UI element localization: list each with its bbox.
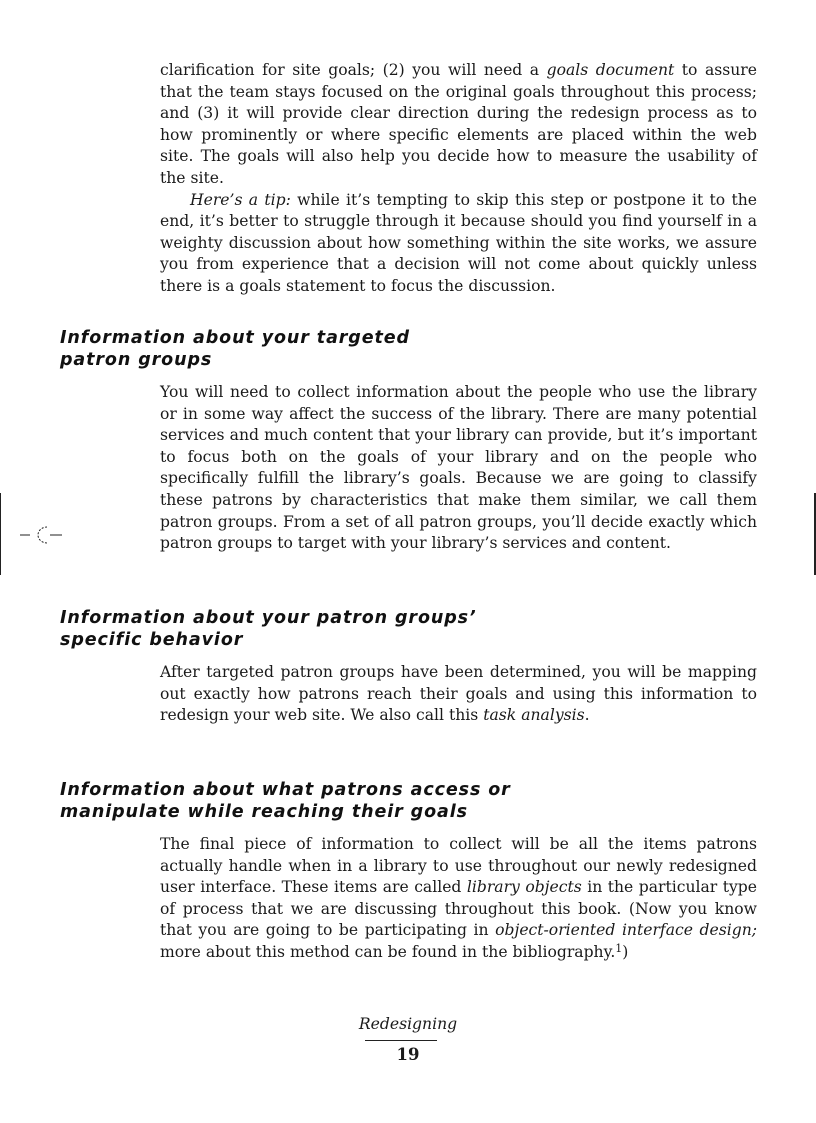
heading-line: Information about your patron groups’ <box>60 608 477 628</box>
running-footer-title: Redesigning <box>358 1015 458 1033</box>
body-paragraph <box>160 662 757 727</box>
emphasis: library objects <box>466 878 582 897</box>
text-run: . <box>584 706 590 725</box>
page-number: 19 <box>396 1045 420 1064</box>
text-run: to assure that the team stays focused on the original goals throughout this process; and (3) it will provide clear direction during the redesign process as to how prominently or where specific elements are placed within the web site. The goals will also help you decide how to measure the usability of the site. <box>160 61 757 187</box>
heading-line: manipulate while reaching their goals <box>60 801 468 822</box>
heading-line: specific behavior <box>60 629 244 650</box>
section-body-patron-behavior <box>160 662 757 727</box>
footnote-marker: 1 <box>615 941 623 955</box>
section-body-targeted-patron-groups <box>160 382 757 555</box>
intro-text <box>160 60 757 298</box>
footer-rule <box>365 1040 437 1041</box>
emphasis: goals document <box>546 61 675 79</box>
section-heading-patron-behavior <box>60 608 477 651</box>
intro-paragraph <box>160 60 757 190</box>
crop-mark-right <box>814 493 816 575</box>
heading-line: Information about what patrons access or <box>60 780 511 800</box>
tip-paragraph <box>160 190 757 298</box>
text-run: clarification for site goals; (2) you will need a <box>160 61 547 79</box>
tip-label: Here’s a tip: <box>190 190 291 209</box>
text-run: After targeted patron groups have been determined, you will be mapping out exactly how patrons reach their goals and using this information to redesign your web site. We also call this <box>160 663 757 725</box>
crop-mark-left <box>0 493 1 575</box>
text-run: in the particular type of process that we are discussing throughout this book. (Now you know that you are going to be participating in <box>160 878 757 940</box>
text-run: ) <box>622 942 629 961</box>
body-paragraph: You will need to collect information about the people who use the library or in some way affect the success of the library. There are many potential services and much content that your library can provide, but it’s important to focus both on the goals of your library and on the people who specifically fulfill the library’s goals. Because we are going to classify these patrons by characteristics that make them similar, we call them patron groups. From a set of all patron groups, you’ll decide exactly which patron groups to target with your library’s services and content. <box>160 383 757 553</box>
heading-line: Information about your targeted <box>60 328 410 348</box>
heading-line: patron groups <box>60 349 213 370</box>
section-heading-targeted-patron-groups <box>60 328 410 371</box>
section-heading-library-objects <box>60 780 511 823</box>
text-run: The final piece of information to collect will be all the items patrons actually handle when in a library to use throughout our newly redesigned user interface. These items are called <box>160 835 757 897</box>
text-run: while it’s tempting to skip this step or postpone it to the end, it’s better to struggle through it because should you find yourself in a weighty discussion about how something within the site works, we assure you from experience that a decision will not come about quickly unless there is a goals statement to focus the discussion. <box>160 190 757 295</box>
text-run: more about this method can be found in the bibliography. <box>160 942 616 961</box>
body-paragraph <box>160 834 757 964</box>
registration-mark-icon <box>20 522 64 548</box>
emphasis: task analysis <box>483 706 585 725</box>
section-body-library-objects <box>160 834 757 964</box>
emphasis: object-oriented interface design; <box>495 921 757 940</box>
